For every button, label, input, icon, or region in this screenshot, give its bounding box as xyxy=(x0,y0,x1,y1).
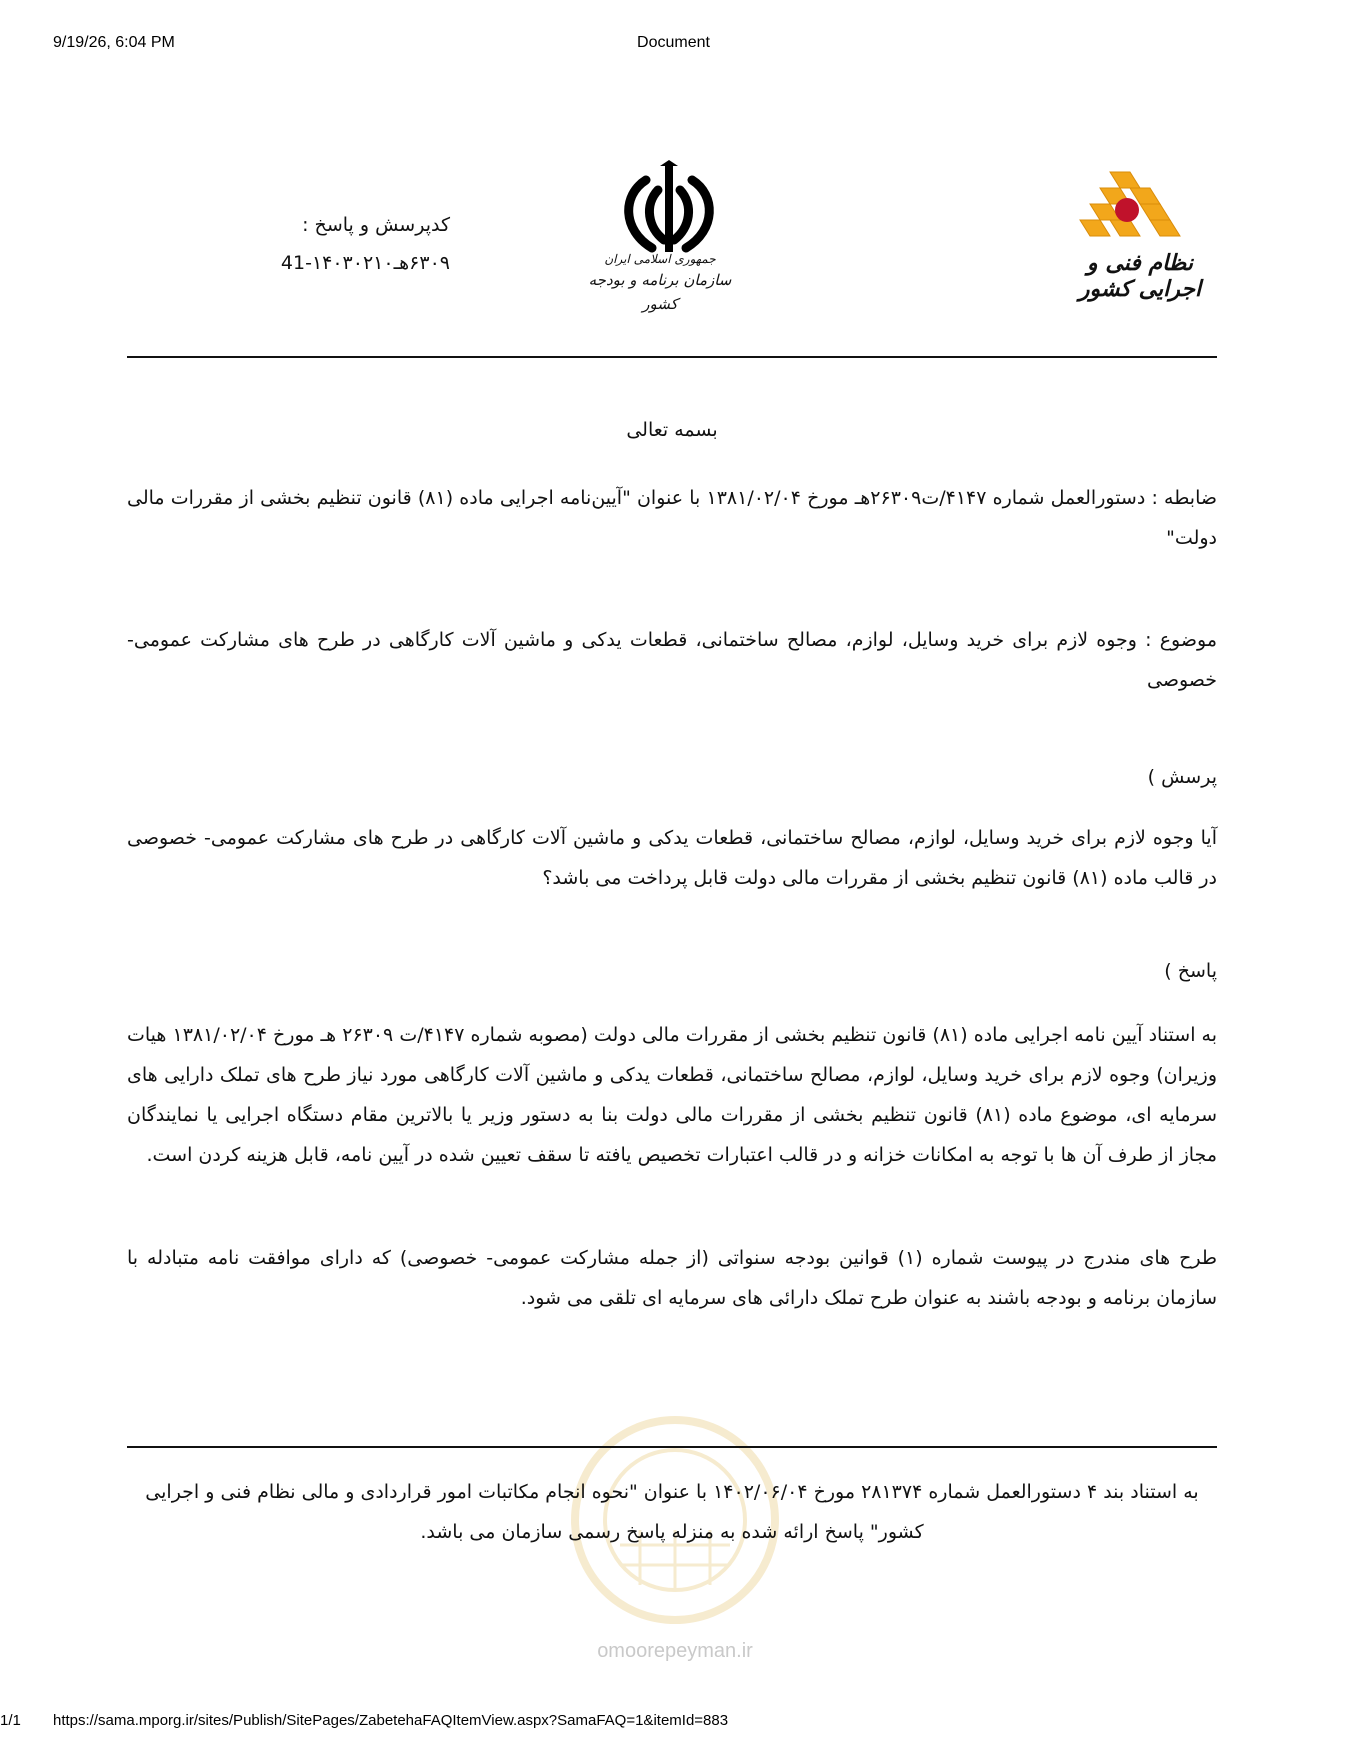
print-datetime: 9/19/26, 6:04 PM xyxy=(53,34,175,51)
subject-line: موضوع : وجوه لازم برای خرید وسایل، لوازم، مصالح ساختمانی، قطعات یدکی و ماشین آلات کارگاهی در طرح های مشارکت عمومی- خصوصی xyxy=(127,629,1217,691)
official-response-note: به استناد بند ۴ دستورالعمل شماره ۲۸۱۳۷۴ مورخ ۱۴۰۲/۰۶/۰۴ با عنوان "نحوه انجام مکاتبات امور قراردادی و مالی نظام فنی و اجرایی کشور" پاسخ ارائه شده به منزله پاسخ رسمی سازمان می باشد. xyxy=(145,1481,1199,1543)
watermark-site-text: omoorepeyman.ir xyxy=(597,1640,753,1662)
question-label: پرسش ) xyxy=(1147,766,1217,788)
question-code-label: کدپرسش و پاسخ : xyxy=(302,214,450,236)
print-title: Document xyxy=(637,34,710,51)
question-text: آیا وجوه لازم برای خرید وسایل، لوازم، مصالح ساختمانی، قطعات یدکی و ماشین آلات کارگاهی در طرح های مشارکت عمومی- خصوصی در قالب ماده (۸۱) قانون تنظیم بخشی از مقررات مالی دولت قابل پرداخت می باشد؟ xyxy=(127,827,1217,889)
emblem-caption xyxy=(580,250,740,316)
question-code-value: ۶۳۰۹هـ۱۴۰۳۰۲۱۰-41 xyxy=(280,252,450,274)
regulation-reference: ضابطه : دستورالعمل شماره ۴۱۴۷/ت۲۶۳۰۹هـ مورخ ۱۳۸۱/۰۲/۰۴ با عنوان "آیین‌نامه اجرایی ماده (۸۱) قانون تنظیم بخشی از مقررات مالی دولت" xyxy=(127,487,1218,549)
bismillah-heading: بسمه تعالی xyxy=(626,419,718,441)
answer-paragraph-1: به استناد آیین نامه اجرایی ماده (۸۱) قانون تنظیم بخشی از مقررات مالی دولت (مصوبه شماره ۴۱۴۷/ت ۲۶۳۰۹ هـ مورخ ۱۳۸۱/۰۲/۰۴ هیات وزیران) وجوه لازم برای خرید وسایل، لوازم، مصالح ساختمانی، قطعات یدکی و ماشین آلات کارگاهی مورد نیاز طرح های تملک دارایی های سرمایه ای، موضوع ماده (۸۱) قانون تنظیم بخشی از مقررات مالی دولت بنا به دستور وزیر یا بالاترین مقام دستگاه اجرایی یا نمایندگان مجاز از طرف آن ها با توجه به امکانات خزانه و در قالب اعتبارات تخصیص یافته تا سقف تعیین شده در آیین نامه، قابل هزینه کردن است. xyxy=(127,1024,1218,1166)
emblem-line-country: جمهوری اسلامی ایران xyxy=(604,252,716,266)
answer-label: پاسخ ) xyxy=(1164,960,1217,982)
print-url: https://sama.mporg.ir/sites/Publish/SitePages/ZabetehaFAQItemView.aspx?SamaFAQ=1&itemId=883 xyxy=(53,1712,729,1729)
print-page-number: 1/1 xyxy=(0,1712,21,1729)
emblem-line-organization: سازمان برنامه و بودجه کشور xyxy=(588,271,732,313)
footer-divider xyxy=(127,1446,1217,1448)
answer-paragraph-2: طرح های مندرج در پیوست شماره (۱) قوانین بودجه سنواتی (از جمله مشارکت عمومی- خصوصی) که دارای موافقت نامه متبادله با سازمان برنامه و بودجه باشند به عنوان طرح تملک دارائی های سرمایه ای تلقی می شود. xyxy=(127,1247,1217,1309)
technical-system-logo-text: نظام فنی و اجرایی کشور xyxy=(1078,250,1202,302)
question-code-block xyxy=(230,206,450,282)
header-divider xyxy=(127,356,1217,358)
